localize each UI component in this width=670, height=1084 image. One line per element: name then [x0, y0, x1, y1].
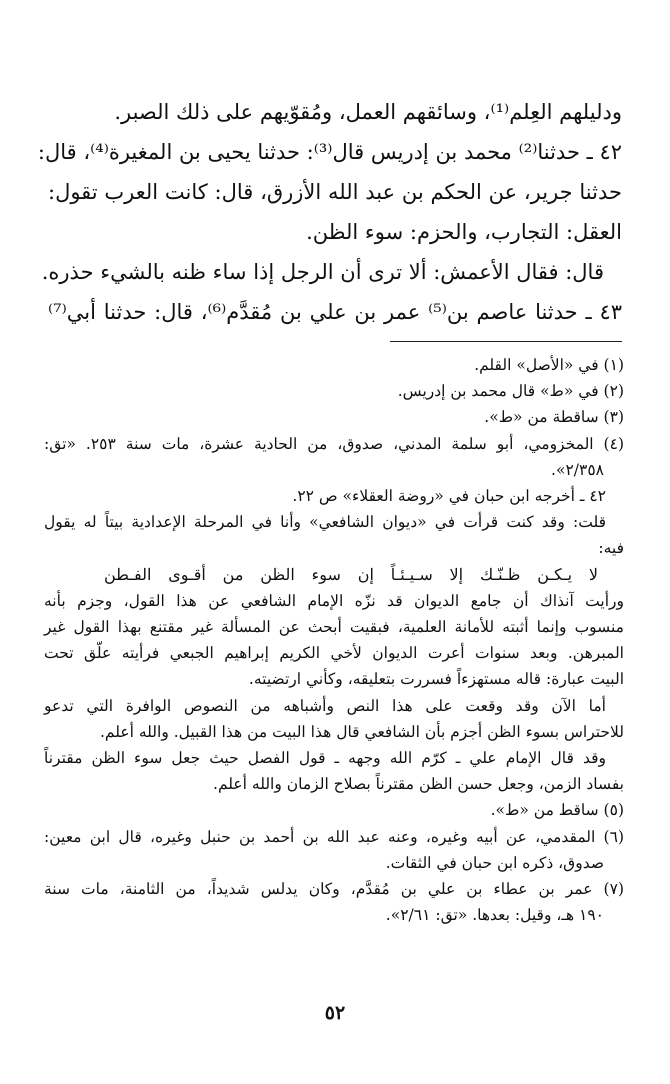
comment-line: البيت عبارة: قاله مستهزءاً فسررت بتعليقه، وكأني ارتضيته. [248, 670, 624, 689]
comment-line: المبرهن. وبعد سنوات أعرت الديوان لأخي الكريم إبراهيم الجبعي فرأيته علّق تحت [44, 644, 624, 663]
comment-line: فيه: [598, 539, 624, 558]
text-line: ٤٣ ـ حدثنا عاصم بن⁽⁵⁾ عمر بن علي بن مُقدَّم⁽⁶⁾، قال: حدثنا أبي⁽⁷⁾ [48, 300, 623, 324]
text-line: حدثنا جرير، عن الحكم بن عبد الله الأزرق، قال: كانت العرب تقول: [48, 180, 622, 204]
footnote-6-continued: صدوق، ذكره ابن حبان في الثقات. [385, 853, 604, 872]
footnote-6: (٦) المقدمي، عن أبيه وغيره، وعنه عبد الله بن أحمد بن حنبل وغيره، قال ابن معين: [44, 827, 624, 846]
footnote-separator [390, 341, 622, 342]
comment-line: للاحتراس بسوء الظن أجزم بأن الشافعي قال هذا البيت من هذا القبيل. والله أعلم. [100, 722, 624, 741]
text-line: العقل: التجارب، والحزم: سوء الظن. [306, 220, 622, 244]
footnote-1: (١) في «الأصل» القلم. [474, 356, 624, 374]
text-line: قال: فقال الأعمش: ألا ترى أن الرجل إذا ساء ظنه بالشيء حذره. [41, 260, 604, 284]
comment-line: بفساد الزمن، وجعل حسن الظن مقترناً بصلاح الزمان والله أعلم. [213, 775, 624, 794]
comment-line: منسوب وإنما أثبته للأمانة العلمية، فبقيت أبحث عن المسألة غير مقتنع بهذا القول غير [44, 618, 624, 637]
comment-line: أما الآن وقد وقعت على هذا النص وأشباهه من النصوص الوافرة التي تدعو [44, 696, 606, 715]
text-line: ودليلهم العِلم⁽¹⁾، وسائقهم العمل، ومُقوّيهم على ذلك الصبر. [114, 100, 622, 124]
reference-42: ٤٢ ـ أخرجه ابن حبان في «روضة العقلاء» ص ٢٢. [292, 487, 606, 506]
footnote-4-continued: ٢/٣٥٨». [551, 460, 604, 479]
comment-line: قلت: وقد كنت قرأت في «ديوان الشافعي» وأنا في المرحلة الإعدادية بيتاً له يقول [44, 513, 606, 532]
comment-line: ورأيت آنذاك أن جامع الديوان قد نزّه الإمام الشافعي عن هذا القول، وجزم بأنه [44, 591, 624, 610]
footnotes [44, 352, 624, 928]
poem-verse: لا يـكـن ظـنّـك إلا سـيـئـاً إن سوء الظن من أقـوى الفـطن [104, 564, 598, 584]
main-text [37, 92, 623, 332]
footnote-7-continued: ١٩٠ هـ، وقيل: بعدها. «تق: ٢/٦١». [385, 906, 604, 925]
text-line: ٤٢ ـ حدثنا⁽²⁾ محمد بن إدريس قال⁽³⁾: حدثنا يحيى بن المغيرة⁽⁴⁾، قال: [37, 140, 622, 164]
footnote-7: (٧) عمر بن عطاء بن علي بن مُقدَّم، وكان يدلس شديداً، من الثامنة، مات سنة [44, 880, 624, 899]
footnote-3: (٣) ساقطة من «ط». [484, 408, 624, 427]
footnote-2: (٢) في «ط» قال محمد بن إدريس. [397, 382, 624, 401]
footnote-5: (٥) ساقط من «ط». [490, 801, 624, 820]
footnote-4: (٤) المخزومي، أبو سلمة المدني، صدوق، من الحادية عشرة، مات سنة ٢٥٣. «تق: [44, 434, 624, 453]
page-number: ٥٢ [324, 1002, 346, 1024]
comment-line: وقد قال الإمام علي ـ كرّم الله وجهه ـ قول الفصل حيث جعل سوء الظن مقترناً [44, 749, 606, 768]
